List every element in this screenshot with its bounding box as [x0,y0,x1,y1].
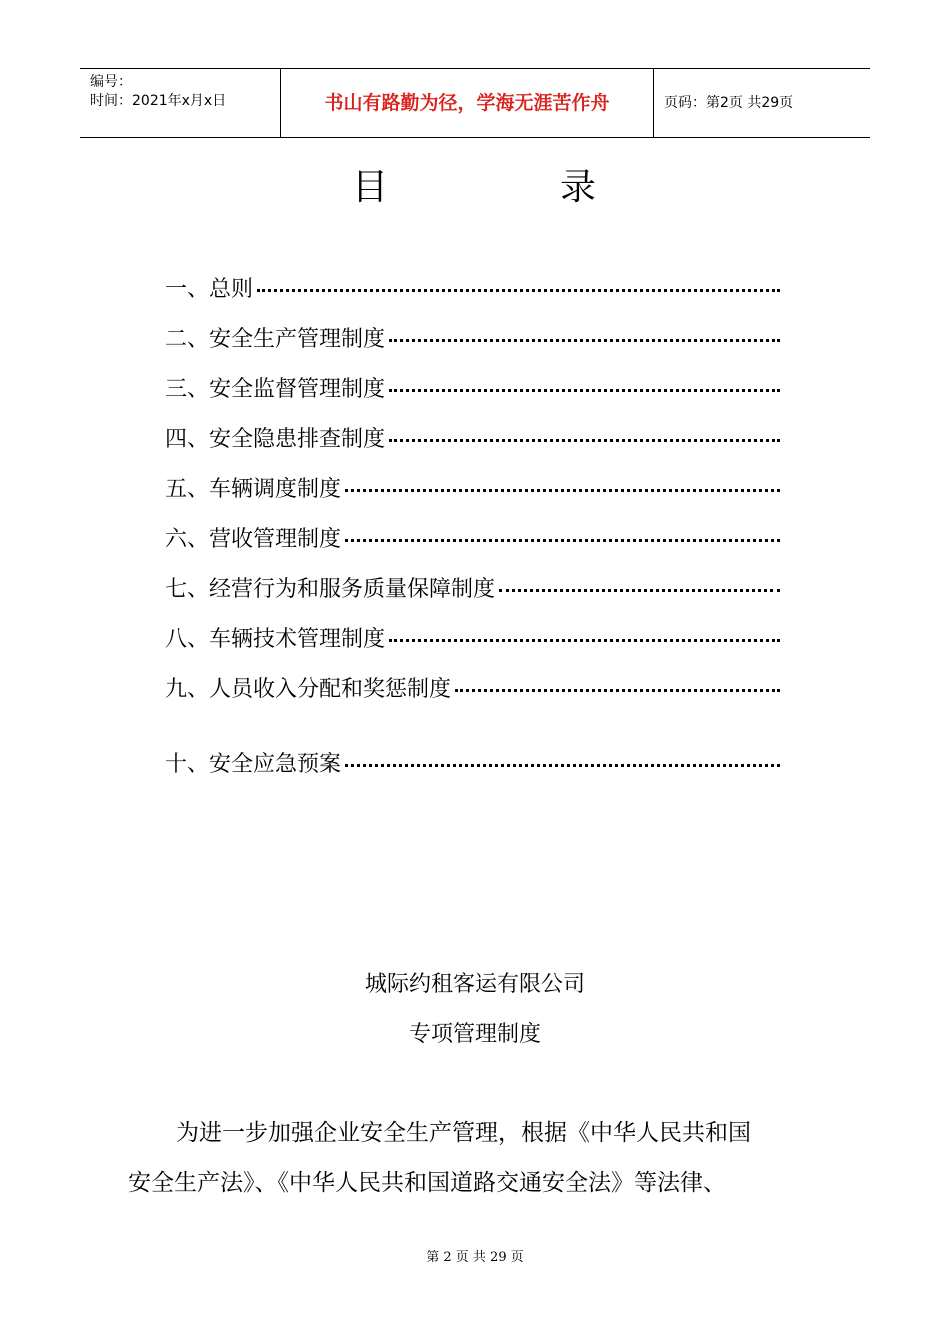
toc-item[interactable] [165,512,780,562]
body-paragraph [128,1108,822,1208]
header-motto: 书山有路勤为径，学海无涯苦作舟 [281,69,654,137]
toc-item[interactable] [165,262,780,312]
toc-leader-dots [345,764,780,767]
toc-item-label: 五、车辆调度制度 [165,476,342,502]
toc-leader-dots [389,439,780,442]
toc-leader-dots [499,589,780,592]
document-number-label: 编号： [90,74,132,90]
toc-item-label: 九、人员收入分配和奖惩制度 [165,676,452,702]
toc-leader-dots [389,339,780,342]
toc-title [0,160,950,216]
toc-item[interactable] [165,612,780,662]
toc-item[interactable] [165,737,780,787]
page-header [80,68,870,138]
toc-item-label: 八、车辆技术管理制度 [165,626,386,652]
toc-title-char-1: 目 [352,167,389,208]
document-date-label: 时间：2021年x月x日 [90,93,227,109]
toc-item-label: 七、经营行为和服务质量保障制度 [165,576,496,602]
header-page-info: 页码：第2页 共29页 [664,95,794,111]
toc-item-label: 十、安全应急预案 [165,751,342,777]
toc-item-label: 三、安全监督管理制度 [165,376,386,402]
toc-leader-dots [345,489,780,492]
company-name: 城际约租客运有限公司 [364,972,585,997]
toc-leader-dots [257,289,780,292]
toc-item[interactable] [165,312,780,362]
toc-item[interactable] [165,362,780,412]
body-line-2: 安全生产法》、《中华人民共和国道路交通安全法》等法律、 [128,1170,726,1196]
toc-item[interactable] [165,412,780,462]
toc-leader-dots [345,539,780,542]
toc-title-char-2: 录 [560,167,597,208]
company-block [0,960,950,1060]
toc-leader-dots [389,389,780,392]
body-line-1: 为进一步加强企业安全生产管理，根据《中华人民共和国 [176,1120,751,1146]
table-of-contents [165,262,780,787]
document-subtitle: 专项管理制度 [408,1022,541,1047]
toc-item[interactable] [165,662,780,712]
toc-item-label: 六、营收管理制度 [165,526,342,552]
toc-leader-dots [389,639,780,642]
page-footer: 第 2 页 共 29 页 [426,1250,524,1265]
header-meta-cell [80,69,281,137]
toc-item-label: 四、安全隐患排查制度 [165,426,386,452]
toc-item[interactable] [165,562,780,612]
toc-item-label: 二、安全生产管理制度 [165,326,386,352]
toc-leader-dots [455,689,780,692]
toc-item-label: 一、总则 [165,276,254,302]
toc-item[interactable] [165,462,780,512]
